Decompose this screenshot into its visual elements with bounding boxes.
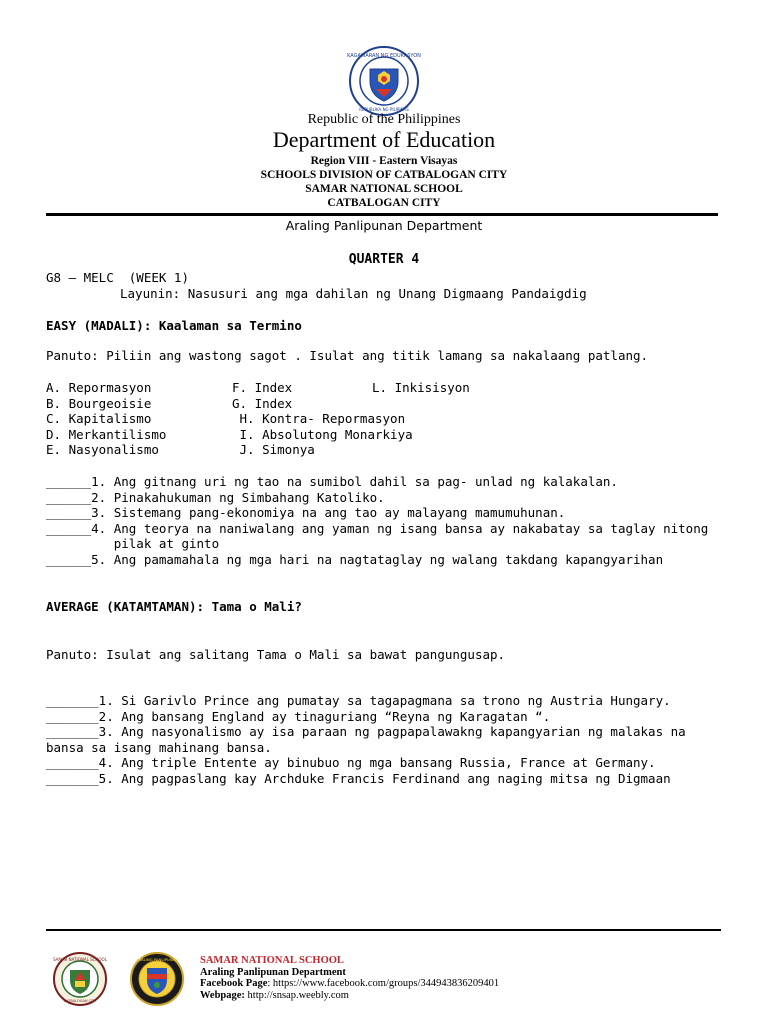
footer-webpage xyxy=(200,990,499,1002)
average-item: _______4. Ang triple Entente ay binubuo ng mga bansang Russia, France at Germany. xyxy=(46,755,656,770)
webpage-label: Webpage: xyxy=(200,989,245,1001)
choices-row xyxy=(46,442,686,458)
republic-heading: Republic of the Philippines xyxy=(307,112,461,127)
webpage-link[interactable]: http://snsap.weebly.com xyxy=(244,989,349,1001)
easy-item: ______2. Pinakahukuman ng Simbahang Katoliko. xyxy=(46,490,385,505)
easy-instructions: Panuto: Piliin ang wastong sagot . Isulat ang titik lamang sa nakalaang patlang. xyxy=(46,348,649,363)
easy-item: ______1. Ang gitnang uri ng tao na sumibol dahil sa pag- unlad ng kalakalan. xyxy=(46,474,618,489)
school-seal-city: CATBALOGAN CITY xyxy=(63,999,97,1003)
footer-facebook xyxy=(200,978,499,990)
average-item: _______5. Ang pagpaslang kay Archduke Francis Ferdinand ang naging mitsa ng Digmaan xyxy=(46,771,671,786)
average-item: _______1. Si Garivlo Prince ang pumatay sa tagapagmana sa trono ng Austria Hungary. xyxy=(46,693,671,708)
school-seal-text: SAMAR NATIONAL SCHOOL xyxy=(53,957,107,962)
average-instructions: Panuto: Isulat ang salitang Tama o Mali sa bawat pangungusap. xyxy=(46,647,506,662)
choices-row xyxy=(46,396,686,412)
division-heading: SCHOOLS DIVISION OF CATBALOGAN CITY xyxy=(260,169,508,181)
school-seal-logo xyxy=(53,952,107,1006)
choices-row xyxy=(46,427,686,443)
quarter-title: QUARTER 4 xyxy=(348,252,420,267)
choice: D. Merkantilismo xyxy=(46,426,167,442)
footer-department: Araling Panlipunan Department xyxy=(200,966,346,978)
choice: C. Kapitalismo xyxy=(46,411,152,426)
choice: G. Index xyxy=(232,395,293,411)
seal-ring-text: KAGAWARAN NG EDUKASYON xyxy=(347,53,421,59)
choice: E. Nasyonalismo xyxy=(46,442,159,457)
region-heading: Region VIII - Eastern Visayas xyxy=(310,155,458,167)
ap-department-seal-logo xyxy=(130,952,184,1006)
footer-divider xyxy=(46,929,721,931)
header-divider xyxy=(46,213,718,216)
choice: H. Kontra- Repormasyon xyxy=(232,411,406,426)
choice: L. Inkisisyon xyxy=(372,380,470,395)
average-item: _______3. Ang nasyonalismo ay isa paraan ng pagpapalawakng kapangyarian ng malakas na xyxy=(46,724,686,739)
easy-item: ______4. Ang teorya na naniwalang ang yaman ng isang bansa ay nakabatay sa taglay nitong xyxy=(46,521,709,536)
facebook-link[interactable]: : https://www.facebook.com/groups/344943836209401 xyxy=(267,978,500,989)
choice: B. Bourgeoisie xyxy=(46,395,152,411)
choice: A. Repormasyon xyxy=(46,380,152,395)
average-item: _______2. Ang bansang England ay tinaguriang “Reyna ng Karagatan “. xyxy=(46,709,551,724)
easy-section-title: EASY (MADALI): Kaalaman sa Termino xyxy=(46,318,302,333)
choice: J. Simonya xyxy=(232,442,315,457)
seal-ring-subtext: REPUBLIKA NG PILIPINAS xyxy=(359,107,409,112)
choices-row xyxy=(46,380,686,396)
city-heading: CATBALOGAN CITY xyxy=(327,197,441,209)
average-section-title: AVERAGE (KATAMTAMAN): Tama o Mali? xyxy=(46,599,302,614)
ap-seal-text: ARALING PANLIPUNAN xyxy=(136,957,178,962)
easy-item: ______3. Sistemang pang-ekonomiya na ang tao ay malayang mamumuhunan. xyxy=(46,505,566,520)
school-heading: SAMAR NATIONAL SCHOOL xyxy=(305,183,463,195)
choice: I. Absolutong Monarkiya xyxy=(232,426,413,442)
melc-line: G8 – MELC (WEEK 1) xyxy=(46,270,189,285)
facebook-label: Facebook Page xyxy=(200,978,268,989)
choices-list xyxy=(46,380,686,458)
choices-row xyxy=(46,411,686,427)
department-subheading: Araling Panlipunan Department xyxy=(285,218,483,233)
deped-seal-logo xyxy=(346,45,422,117)
choice: F. Index xyxy=(232,380,293,395)
layunin-line: Layunin: Nasusuri ang mga dahilan ng Unang Digmaang Pandaigdig xyxy=(120,286,587,301)
footer-school-name: SAMAR NATIONAL SCHOOL xyxy=(200,955,344,966)
department-heading: Department of Education xyxy=(272,127,496,152)
easy-item-continued: pilak at ginto xyxy=(46,536,220,551)
easy-item: ______5. Ang pamamahala ng mga hari na nagtataglay ng walang takdang kapangyarihan xyxy=(46,552,664,567)
average-item-continued: bansa sa isang mahinang bansa. xyxy=(46,740,272,755)
footer-contact xyxy=(200,955,499,1001)
